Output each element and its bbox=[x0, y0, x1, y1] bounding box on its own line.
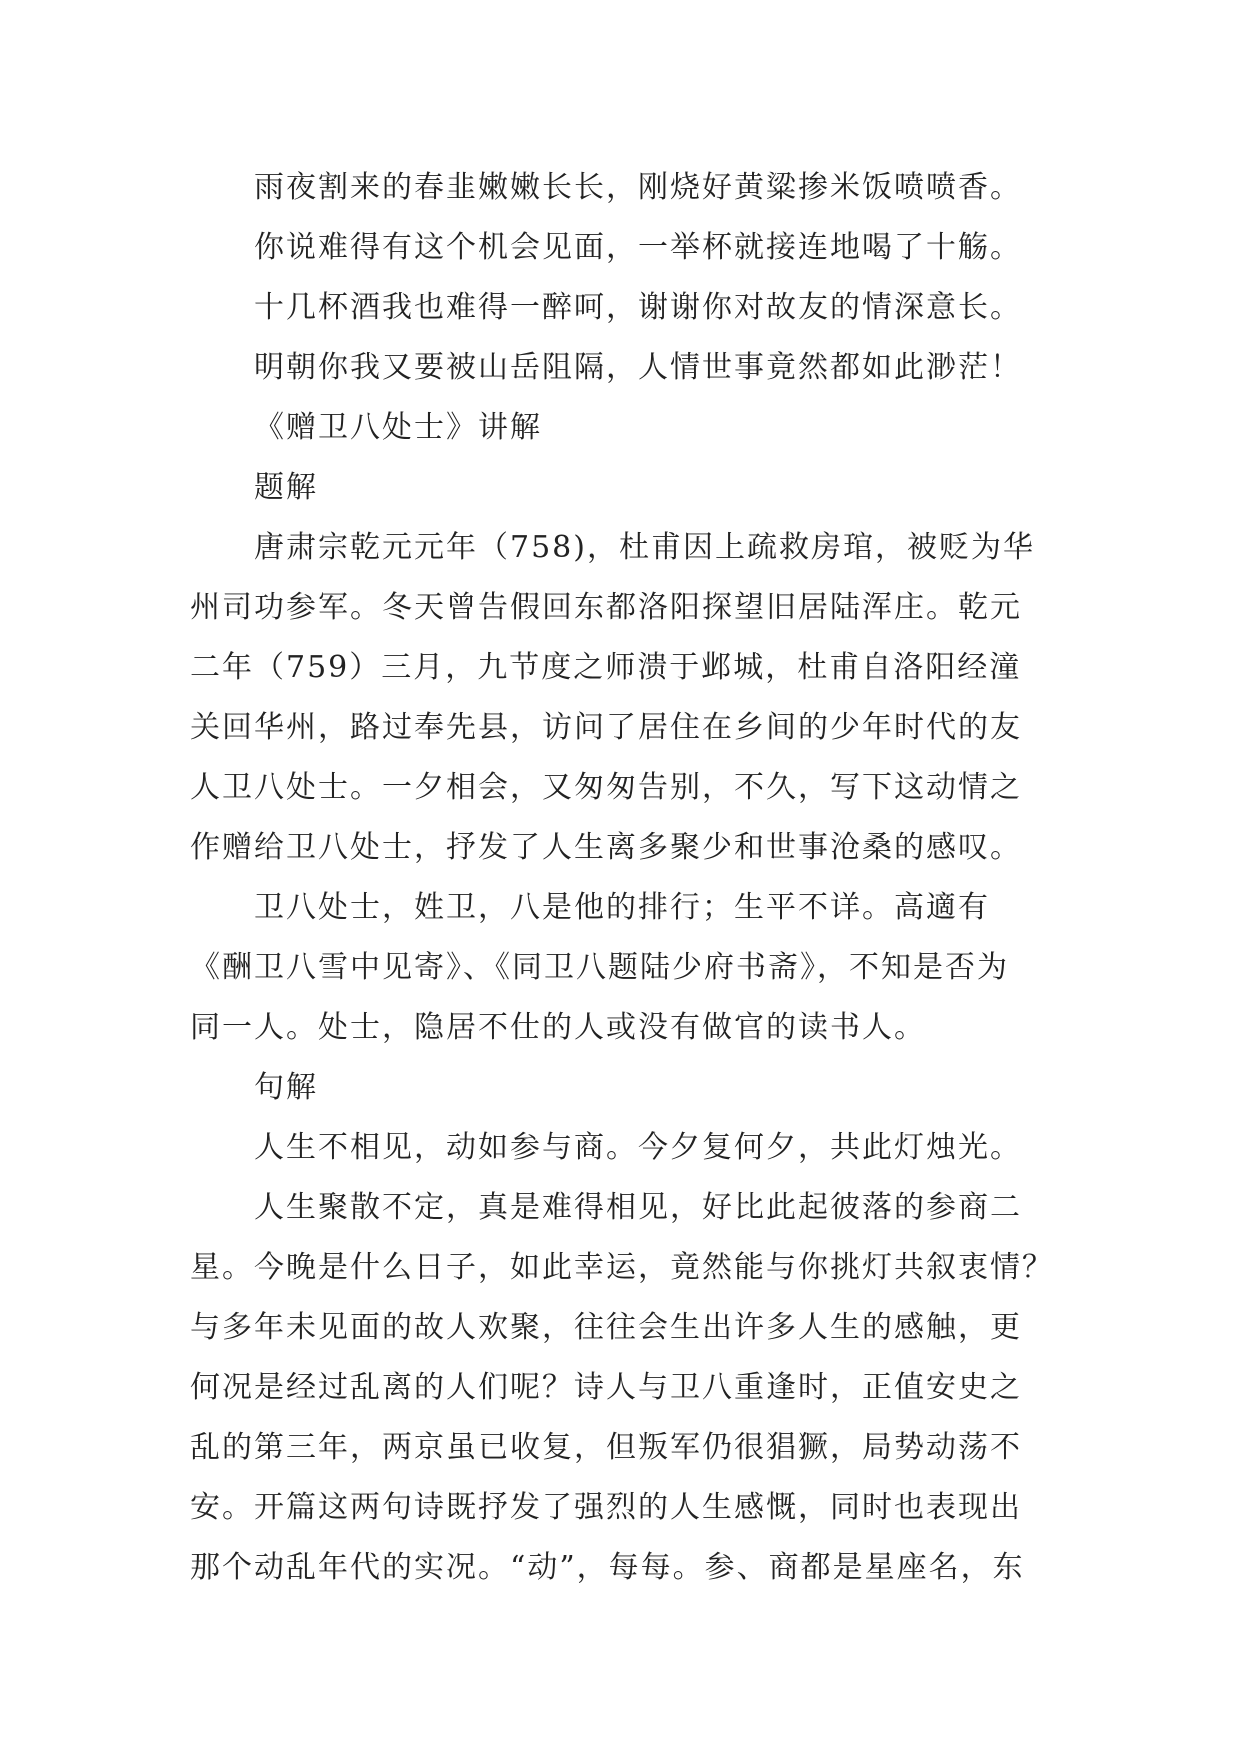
para2-line-2: 《酬卫八雪中见寄》、《同卫八题陆少府书斋》，不知是否为 bbox=[190, 950, 1009, 985]
para3-line-5: 乱的第三年，两京虽已收复，但叛军仍很猖獗，局势动荡不 bbox=[190, 1430, 1022, 1465]
translation-line-1: 雨夜割来的春韭嫩嫩长长，刚烧好黄粱掺米饭喷喷香。 bbox=[254, 170, 1022, 205]
para1-line-1: 唐肃宗乾元元年（758)，杜甫因上疏救房琯，被贬为华 bbox=[254, 530, 1035, 565]
verse-line: 人生不相见，动如参与商。今夕复何夕，共此灯烛光。 bbox=[254, 1130, 1022, 1165]
translation-line-2: 你说难得有这个机会见面，一举杯就接连地喝了十觞。 bbox=[254, 230, 1022, 265]
heading-tijie: 题解 bbox=[254, 470, 318, 505]
para3-line-3: 与多年未见面的故人欢聚，往往会生出许多人生的感触，更 bbox=[190, 1310, 1022, 1345]
document-body bbox=[190, 158, 1070, 1598]
para3-line-2: 星。今晚是什么日子，如此幸运，竟然能与你挑灯共叙衷情？ bbox=[190, 1250, 1054, 1285]
translation-line-3: 十几杯酒我也难得一醉呵，谢谢你对故友的情深意长。 bbox=[254, 290, 1022, 325]
para3-line-6: 安。开篇这两句诗既抒发了强烈的人生感慨，同时也表现出 bbox=[190, 1490, 1022, 1525]
para2-line-3: 同一人。处士，隐居不仕的人或没有做官的读书人。 bbox=[190, 1010, 926, 1045]
para3-line-1: 人生聚散不定，真是难得相见，好比此起彼落的参商二 bbox=[254, 1190, 1022, 1225]
para2-line-1: 卫八处士，姓卫，八是他的排行；生平不详。高適有 bbox=[254, 890, 990, 925]
para1-line-4: 关回华州，路过奉先县，访问了居住在乡间的少年时代的友 bbox=[190, 710, 1022, 745]
section-title: 《赠卫八处士》讲解 bbox=[254, 410, 542, 445]
heading-jujie: 句解 bbox=[254, 1070, 318, 1105]
translation-line-4: 明朝你我又要被山岳阻隔，人情世事竟然都如此渺茫！ bbox=[254, 350, 1022, 385]
para1-line-5: 人卫八处士。一夕相会，又匆匆告别，不久，写下这动情之 bbox=[190, 770, 1022, 805]
para3-line-7: 那个动乱年代的实况。“动”，每每。参、商都是星座名，东 bbox=[190, 1550, 1025, 1585]
para1-line-3: 二年（759）三月，九节度之师溃于邺城，杜甫自洛阳经潼 bbox=[190, 650, 1022, 685]
para1-line-6: 作赠给卫八处士，抒发了人生离多聚少和世事沧桑的感叹。 bbox=[190, 830, 1022, 865]
para1-line-2: 州司功参军。冬天曾告假回东都洛阳探望旧居陆浑庄。乾元 bbox=[190, 590, 1022, 625]
para3-line-4: 何况是经过乱离的人们呢？诗人与卫八重逢时，正值安史之 bbox=[190, 1370, 1022, 1405]
